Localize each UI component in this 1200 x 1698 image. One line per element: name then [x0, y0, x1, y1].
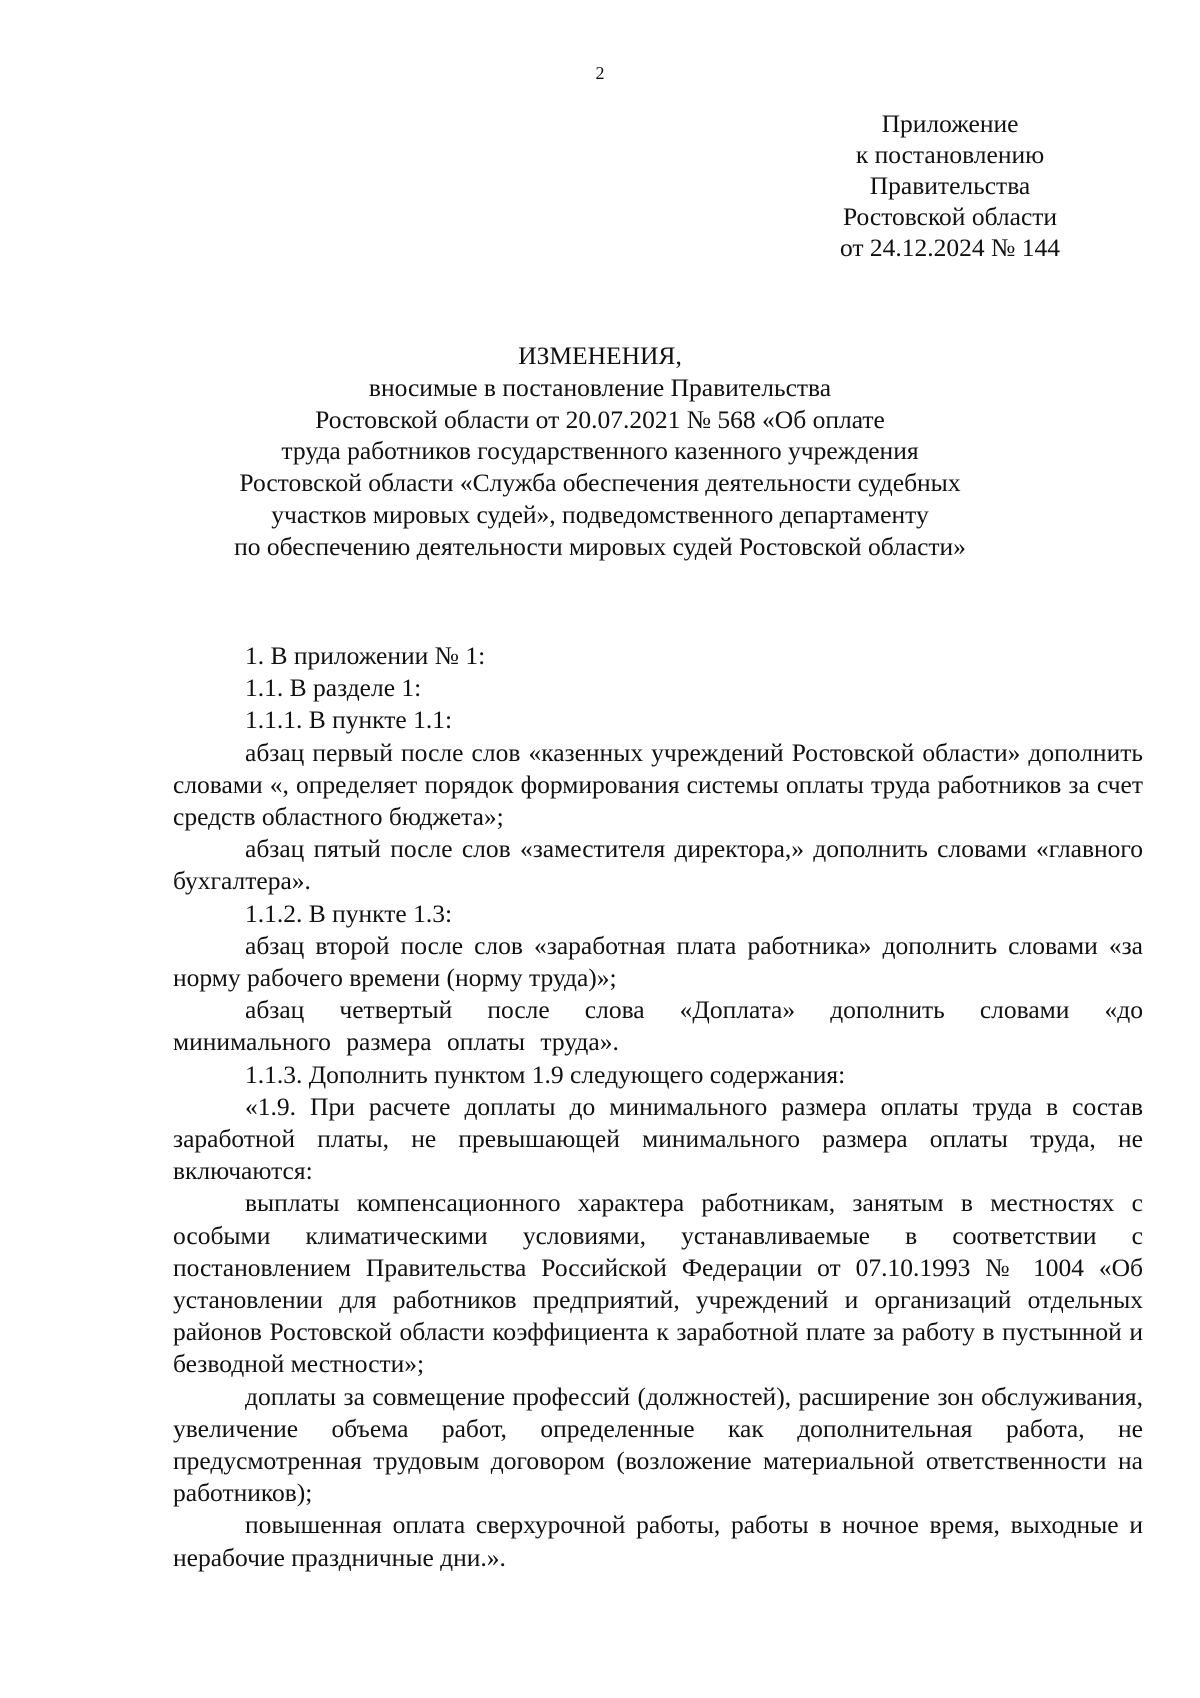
- appendix-line: от 24.12.2024 № 144: [839, 233, 1060, 262]
- appendix-header: [800, 108, 1100, 263]
- title-line: участков мировых судей», подведомственного департаменту: [271, 499, 929, 529]
- appendix-line: Ростовской области: [842, 202, 1058, 231]
- document-title: [150, 340, 1050, 563]
- paragraph: 1.1. В разделе 1:: [245, 673, 422, 703]
- paragraph: выплаты компенсационного характера работникам, занятым в местностях с особыми климатическими условиями, устанавливаемые в соответствии с постановлением Правительства Российской Федерации от 07.10.1993 № 1004 «Об установлении для работников предприятий, учреждений и организаций отдельных районов Ростовской области коэффициента к заработной плате за работу в пустынной и безводной местности»;: [173, 1188, 1143, 1379]
- document-body: [173, 640, 1143, 1574]
- paragraph: доплаты за совмещение профессий (должностей), расширение зон обслуживания, увеличение объема работ, определенные как дополнительная работа, не предусмотренная трудовым договором (возложение материальной ответственности на работников);: [173, 1381, 1143, 1508]
- title-heading: ИЗМЕНЕНИЯ,: [518, 341, 682, 370]
- title-line: Ростовской области «Служба обеспечения деятельности судебных: [239, 468, 961, 498]
- appendix-line: Правительства: [869, 171, 1031, 200]
- paragraph: 1.1.2. В пункте 1.3:: [245, 898, 453, 928]
- paragraph: абзац пятый после слов «заместителя директора,» дополнить словами «главного бухгалтера».: [173, 834, 1143, 896]
- title-line: Ростовской области от 20.07.2021 № 568 «Об оплате: [315, 404, 885, 434]
- paragraph: повышенная оплата сверхурочной работы, работы в ночное время, выходные и нерабочие праздничные дни.».: [173, 1510, 1143, 1572]
- paragraph: 1.1.3. Дополнить пунктом 1.9 следующего содержания:: [245, 1059, 846, 1089]
- paragraph: «1.9. При расчете доплаты до минимального размера оплаты труда в состав заработной платы, не превышающей минимального размера оплаты труда, не включаются:: [173, 1091, 1143, 1186]
- title-line: по обеспечению деятельности мировых судей Ростовской области»: [234, 531, 966, 561]
- appendix-line: Приложение: [881, 109, 1019, 138]
- title-line: труда работников государственного казенного учреждения: [281, 436, 919, 466]
- appendix-line: к постановлению: [855, 140, 1045, 169]
- page-number: 2: [595, 63, 605, 83]
- paragraph: абзац четвертый после слова «Доплата» дополнить словами «до минимального размера оплаты труда».: [173, 995, 1143, 1057]
- title-line: вносимые в постановление Правительства: [368, 372, 832, 402]
- paragraph: абзац первый после слов «казенных учреждений Ростовской области» дополнить словами «, определяет порядок формирования системы оплаты труда работников за счет средств областного бюджета»;: [173, 737, 1143, 832]
- paragraph: абзац второй после слов «заработная плата работника» дополнить словами «за норму рабочего времени (норму труда)»;: [173, 930, 1143, 993]
- paragraph: 1.1.1. В пункте 1.1:: [245, 705, 453, 735]
- paragraph: 1. В приложении № 1:: [245, 641, 486, 670]
